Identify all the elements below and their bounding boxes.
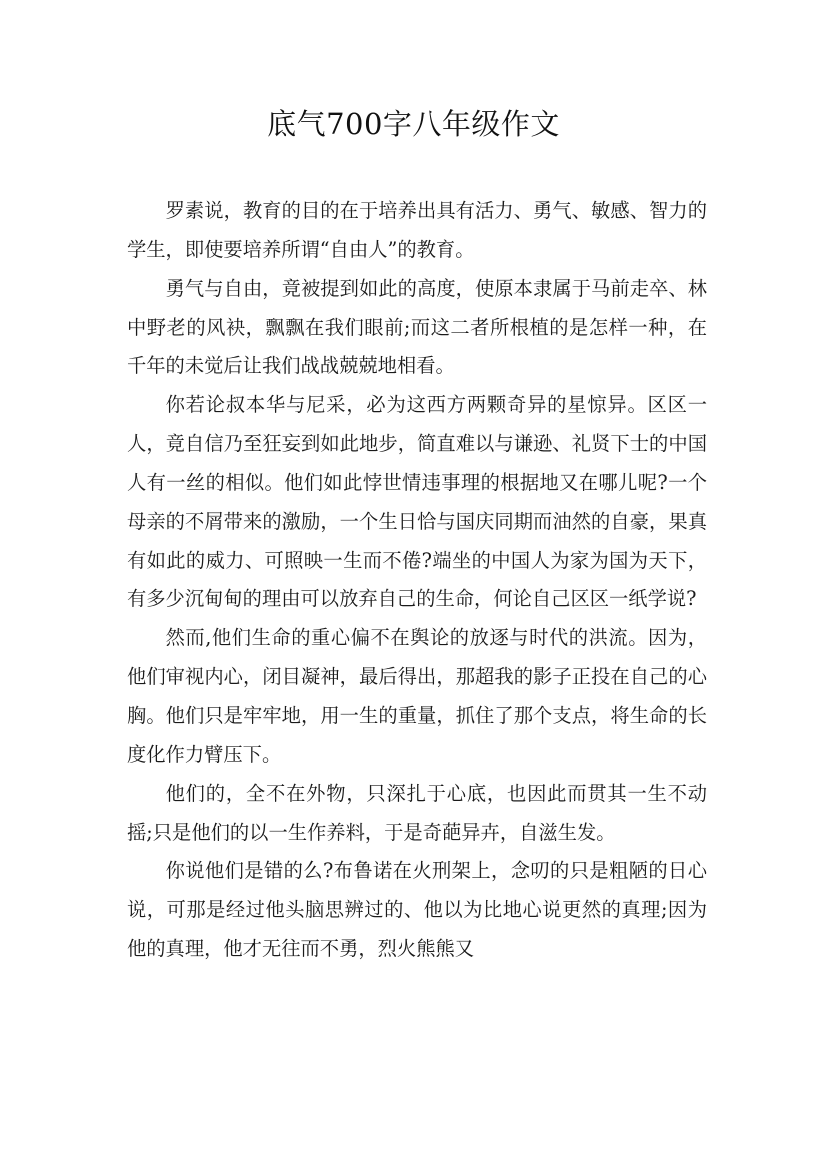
document-body (127, 192, 707, 969)
paragraph-5: 他们的，全不在外物，只深扎于心底，也因此而贯其一生不动摇;只是他们的以一生作养料，于是奇葩异卉，自滋生发。 (127, 781, 707, 844)
paragraph-1: 罗素说，教育的目的在于培养出具有活力、勇气、敏感、智力的学生，即使要培养所谓“自由人”的教育。 (127, 199, 707, 261)
paragraph-6: 你说他们是错的么?布鲁诺在火刑架上，念叨的只是粗陋的日心说，可那是经过他头脑思辨过的、他以为比地心说更然的真理;因为他的真理，他才无往而不勇，烈火熊熊又 (127, 859, 707, 961)
document-title: 底气700字八年级作文 (267, 107, 560, 141)
paragraph-4: 然而,他们生命的重心偏不在舆论的放逐与时代的洪流。因为，他们审视内心，闭目凝神，最后得出，那超我的影子正投在自己的心胸。他们只是牢牢地，用一生的重量，抓住了那个支点，将生命的长度化作力臂压下。 (127, 626, 707, 766)
paragraph-2: 勇气与自由，竟被提到如此的高度，使原本隶属于马前走卒、林中野老的风袂，飘飘在我们眼前;而这二者所根植的是怎样一种，在千年的未觉后让我们战战兢兢地相看。 (127, 276, 707, 378)
paragraph-3: 你若论叔本华与尼采，必为这西方两颗奇异的星惊异。区区一人，竟自信乃至狂妄到如此地步，简直难以与谦逊、礼贤下士的中国人有一丝的相似。他们如此悖世情违事理的根据地又在哪儿呢?一个母亲的不屑带来的激励，一个生日恰与国庆同期而油然的自豪，果真有如此的威力、可照映一生而不倦?端坐的中国人为家为国为天下，有多少沉甸甸的理由可以放弃自己的生命，何论自己区区一纸学说? (127, 393, 707, 611)
